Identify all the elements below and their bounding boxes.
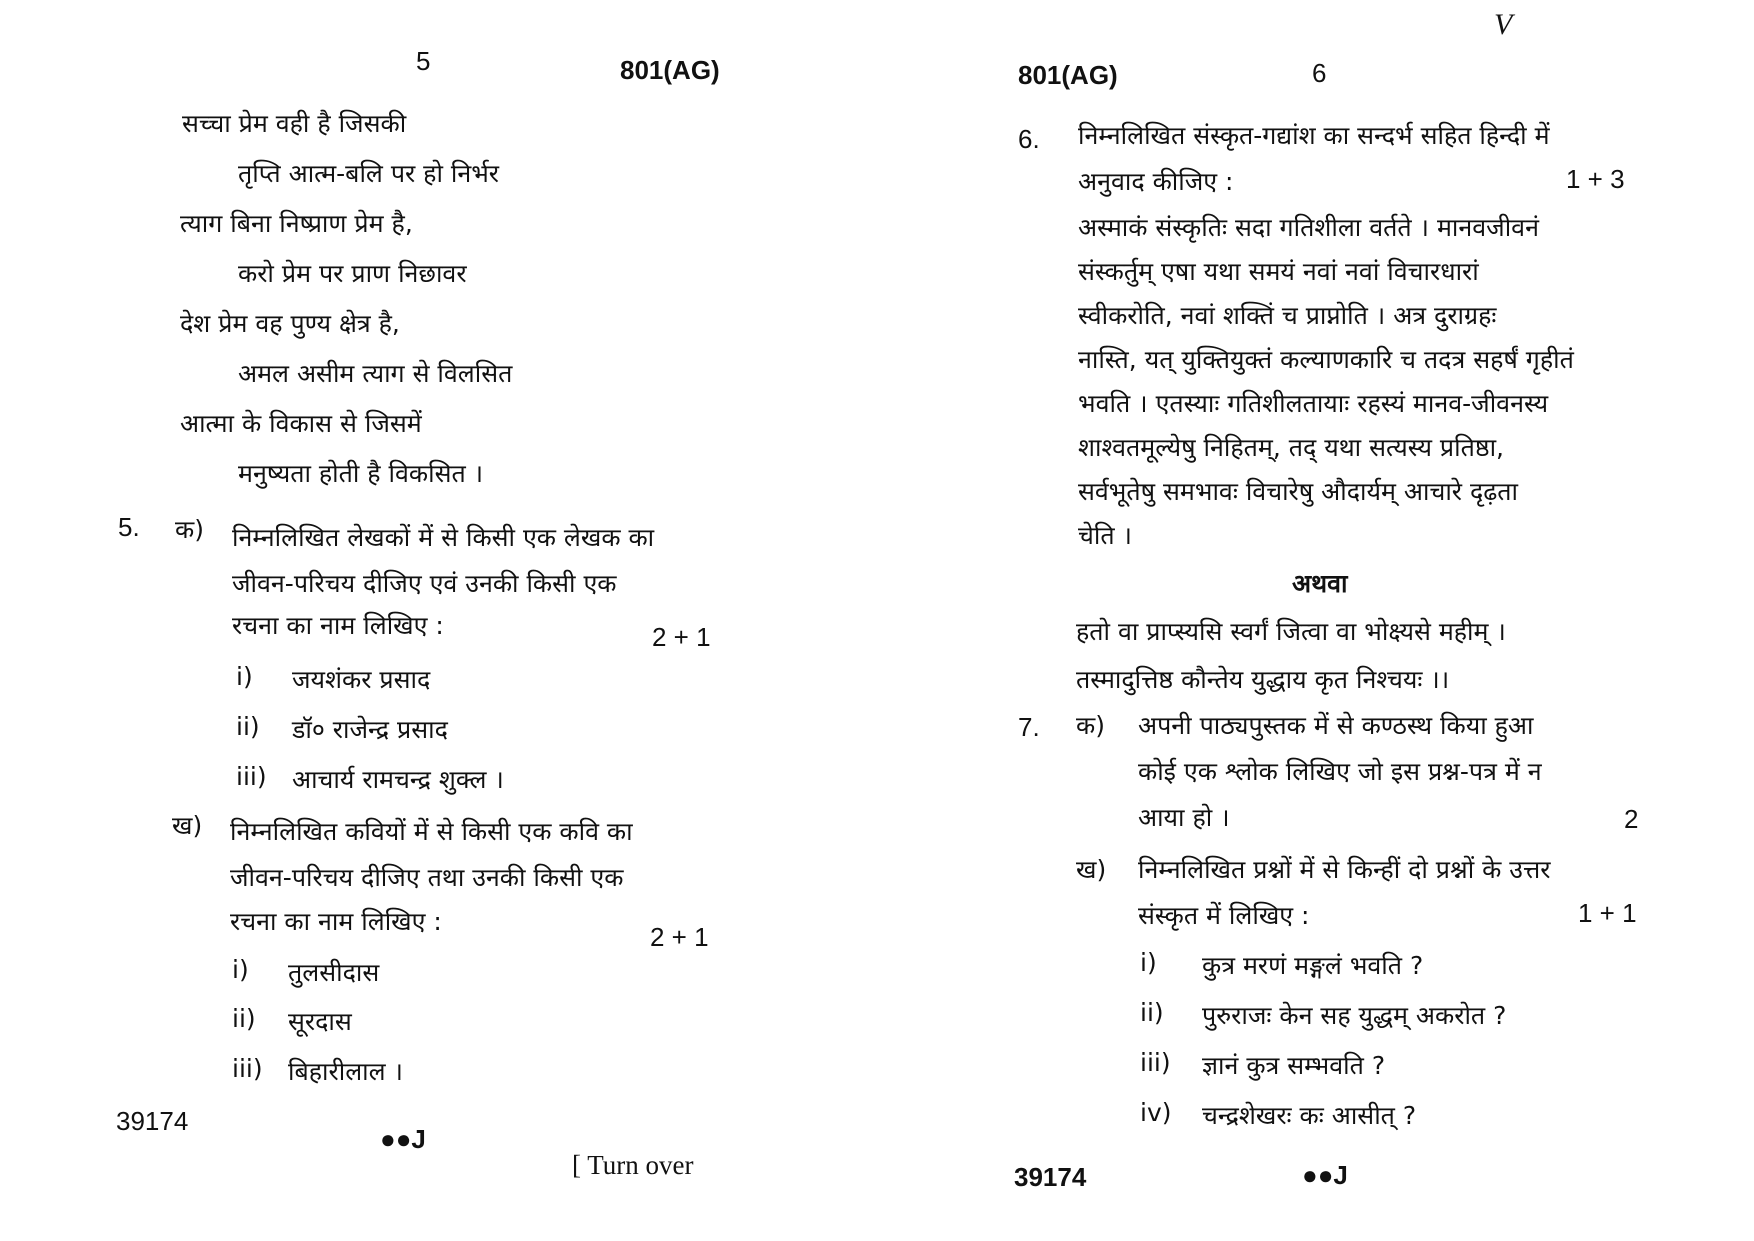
- or-label: अथवा: [1292, 569, 1348, 598]
- passage-line: संस्कर्तुम् एषा यथा समयं नवां नवां विचारधारां: [1078, 257, 1479, 286]
- question-number: 5.: [118, 512, 140, 542]
- option-text: आचार्य रामचन्द्र शुक्ल ।: [292, 765, 504, 794]
- poem-line: मनुष्यता होती है विकसित ।: [238, 459, 484, 488]
- passage-line: चेति ।: [1078, 521, 1133, 550]
- page-number-left: 5: [416, 46, 431, 76]
- option-text: तुलसीदास: [288, 958, 380, 987]
- passage-line: शाश्वतमूल्येषु निहितम्, तद् यथा सत्यस्य प्रतिष्ठा,: [1078, 433, 1505, 462]
- option-roman: iv): [1140, 1098, 1172, 1127]
- passage-line: अस्माकं संस्कृतिः सदा गतिशीला वर्तते । मानवजीवनं: [1078, 213, 1539, 242]
- passage-line: सर्वभूतेषु समभावः विचारेषु औदार्यम् आचारे दृढ़ता: [1078, 477, 1519, 506]
- question-line: निम्नलिखित लेखकों में से किसी एक लेखक का: [232, 523, 655, 552]
- option-roman: i): [1140, 948, 1157, 977]
- question-line: निम्नलिखित संस्कृत-गद्यांश का सन्दर्भ सहित हिन्दी में: [1078, 121, 1550, 150]
- option-roman: i): [232, 955, 249, 984]
- question-line: निम्नलिखित कवियों में से किसी एक कवि का: [230, 817, 633, 846]
- question-line: रचना का नाम लिखिए :: [230, 907, 442, 936]
- part-label: ख): [1076, 855, 1107, 884]
- question-line: संस्कृत में लिखिए :: [1138, 901, 1310, 930]
- option-roman: ii): [232, 1004, 256, 1033]
- passage-line: स्वीकरोति, नवां शक्तिं च प्राप्नोति । अत्र दुराग्रहः: [1078, 301, 1497, 330]
- option-text: ज्ञानं कुत्र सम्भवति ?: [1202, 1051, 1386, 1080]
- part-label: क): [1076, 711, 1105, 740]
- passage-line: भवति । एतस्याः गतिशीलतायाः रहस्यं मानव-जीवनस्य: [1078, 389, 1549, 418]
- marks: 2 + 1: [652, 622, 711, 652]
- option-roman: iii): [1140, 1048, 1171, 1077]
- poem-line: करो प्रेम पर प्राण निछावर: [238, 259, 467, 288]
- page-number-right: 6: [1312, 58, 1327, 88]
- question-line: रचना का नाम लिखिए :: [232, 611, 444, 640]
- marks: 2 + 1: [650, 922, 709, 952]
- option-text: कुत्र मरणं मङ्गलं भवति ?: [1202, 951, 1424, 980]
- footer-mark-right: ●●J: [1302, 1160, 1348, 1190]
- question-line: जीवन-परिचय दीजिए एवं उनकी किसी एक: [232, 569, 617, 598]
- marks: 1 + 3: [1566, 164, 1625, 194]
- turn-over: [ Turn over: [572, 1150, 694, 1180]
- part-label: ख): [172, 811, 203, 840]
- marks: 1 + 1: [1578, 898, 1637, 928]
- poem-line: त्याग बिना निष्प्राण प्रेम है,: [180, 209, 413, 238]
- question-line: अनुवाद कीजिए :: [1078, 167, 1234, 196]
- paper-code-right: 801(AG): [1018, 60, 1118, 90]
- question-line: अपनी पाठ्यपुस्तक में से कण्ठस्थ किया हुआ: [1138, 711, 1534, 740]
- option-text: पुरुराजः केन सह युद्धम् अकरोत ?: [1202, 1001, 1507, 1030]
- poem-line: सच्चा प्रेम वही है जिसकी: [182, 109, 407, 138]
- question-line: निम्नलिखित प्रश्नों में से किन्हीं दो प्रश्नों के उत्तर: [1138, 855, 1551, 884]
- footer-code-left: 39174: [116, 1106, 189, 1136]
- option-roman: i): [236, 662, 253, 691]
- question-number: 7.: [1018, 712, 1040, 742]
- question-line: जीवन-परिचय दीजिए तथा उनकी किसी एक: [230, 863, 624, 892]
- footer-code-right: 39174: [1014, 1162, 1087, 1192]
- poem-line: देश प्रेम वह पुण्य क्षेत्र है,: [180, 309, 400, 338]
- shloka-line: तस्मादुत्तिष्ठ कौन्तेय युद्धाय कृत निश्चयः ।।: [1076, 665, 1450, 694]
- option-text: डॉ० राजेन्द्र प्रसाद: [292, 715, 448, 744]
- question-line: आया हो ।: [1138, 803, 1230, 832]
- option-text: जयशंकर प्रसाद: [292, 665, 431, 694]
- question-line: कोई एक श्लोक लिखिए जो इस प्रश्न-पत्र में न: [1138, 757, 1542, 786]
- footer-mark-left: ●●J: [380, 1124, 426, 1154]
- option-text: चन्द्रशेखरः कः आसीत् ?: [1202, 1101, 1417, 1130]
- option-roman: iii): [236, 762, 267, 791]
- tick-mark: V: [1494, 8, 1513, 41]
- poem-line: आत्मा के विकास से जिसमें: [180, 409, 422, 438]
- shloka-line: हतो वा प्राप्स्यसि स्वर्गं जित्वा वा भोक्ष्यसे महीम् ।: [1076, 617, 1506, 646]
- marks: 2: [1624, 804, 1639, 834]
- passage-line: नास्ति, यत् युक्तियुक्तं कल्याणकारि च तदत्र सहर्षं गृहीतं: [1078, 345, 1574, 374]
- question-number: 6.: [1018, 124, 1040, 154]
- option-roman: ii): [1140, 998, 1164, 1027]
- option-text: बिहारीलाल ।: [288, 1057, 403, 1086]
- poem-line: तृप्ति आत्म-बलि पर हो निर्भर: [238, 159, 500, 188]
- option-roman: iii): [232, 1054, 263, 1083]
- poem-line: अमल असीम त्याग से विलसित: [238, 359, 513, 388]
- option-roman: ii): [236, 712, 260, 741]
- option-text: सूरदास: [288, 1007, 352, 1036]
- paper-code-left: 801(AG): [620, 55, 720, 85]
- part-label: क): [175, 515, 204, 544]
